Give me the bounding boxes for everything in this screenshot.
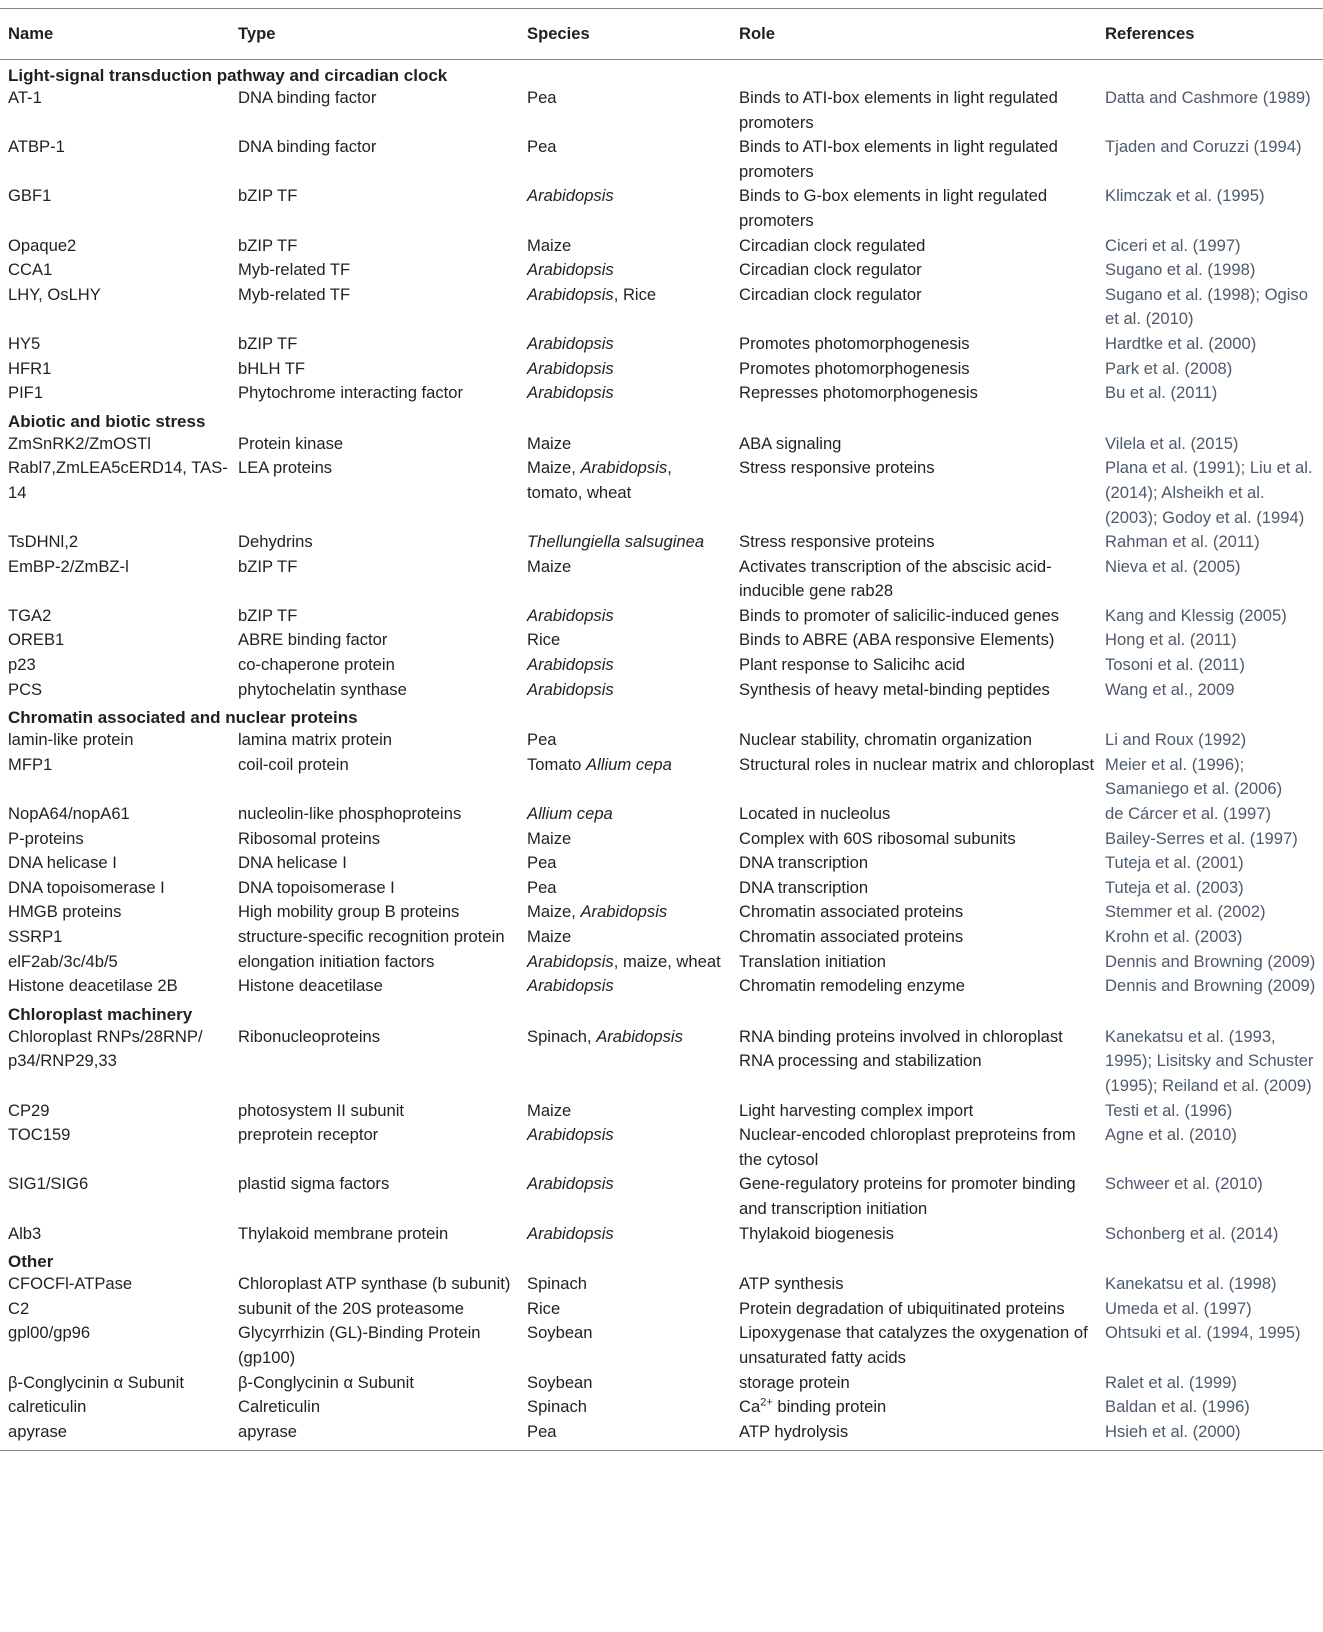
table-row bbox=[0, 1025, 1323, 1099]
cell-type: subunit of the 20S proteasome bbox=[238, 1298, 465, 1318]
table-row bbox=[0, 332, 1323, 357]
header-name: Name bbox=[8, 23, 54, 43]
species-part: Arabidopsis bbox=[596, 1026, 683, 1046]
cell-species bbox=[519, 357, 731, 382]
cell-name: p23 bbox=[8, 655, 36, 675]
cell-species bbox=[519, 925, 731, 950]
table-row bbox=[0, 1297, 1323, 1322]
cell-species bbox=[519, 900, 731, 925]
cell-type: plastid sigma factors bbox=[238, 1174, 390, 1194]
cell-name: TOC159 bbox=[8, 1125, 71, 1145]
species-part: Soybean bbox=[527, 1372, 593, 1392]
species-part: Arabidopsis bbox=[527, 260, 614, 280]
header-species: Species bbox=[527, 23, 590, 43]
cell-role: Circadian clock regulator bbox=[739, 284, 922, 304]
cell-name: elF2ab/3c/4b/5 bbox=[8, 951, 118, 971]
cell-name: SSRP1 bbox=[8, 927, 63, 946]
cell-name: MFP1 bbox=[8, 754, 53, 774]
cell-type: bZIP TF bbox=[238, 333, 298, 353]
species-part: Pea bbox=[527, 853, 557, 873]
cell-role: ATP hydrolysis bbox=[739, 1421, 849, 1441]
table-body bbox=[0, 60, 1323, 1444]
cell-reference: Tjaden and Coruzzi (1994) bbox=[1105, 137, 1302, 157]
table-row bbox=[0, 555, 1323, 604]
table-row bbox=[0, 728, 1323, 753]
cell-type: LEA proteins bbox=[238, 458, 333, 478]
cell-type: Histone deacetilase bbox=[238, 976, 383, 996]
cell-reference: Tuteja et al. (2003) bbox=[1105, 877, 1244, 897]
cell-type: Protein kinase bbox=[238, 433, 344, 453]
cell-reference: Kanekatsu et al. (1998) bbox=[1105, 1274, 1277, 1294]
cell-type: structure-specific recognition protein bbox=[238, 927, 505, 946]
species-part: Maize, bbox=[527, 458, 581, 478]
cell-reference: Schweer et al. (2010) bbox=[1105, 1174, 1263, 1194]
cell-species bbox=[519, 950, 731, 975]
cell-role: Complex with 60S ribosomal subunits bbox=[739, 828, 1016, 848]
header-role: Role bbox=[739, 23, 775, 43]
species-part: Pea bbox=[527, 88, 557, 107]
cell-reference: Li and Roux (1992) bbox=[1105, 730, 1247, 750]
cell-type: photosystem II subunit bbox=[238, 1100, 405, 1120]
table-row bbox=[0, 530, 1323, 555]
species-part: Arabidopsis bbox=[527, 358, 614, 378]
cell-type: phytochelatin synthase bbox=[238, 679, 407, 699]
cell-name: CFOCFl-ATPase bbox=[8, 1274, 133, 1294]
cell-type: preprotein receptor bbox=[238, 1125, 379, 1145]
cell-reference: Krohn et al. (2003) bbox=[1105, 927, 1243, 946]
species-part: Pea bbox=[527, 877, 557, 897]
table-row bbox=[0, 86, 1323, 135]
cell-name: lamin-like protein bbox=[8, 730, 134, 750]
cell-species bbox=[519, 283, 731, 332]
cell-reference: Wang et al., 2009 bbox=[1105, 679, 1235, 699]
table-row bbox=[0, 135, 1323, 184]
cell-species bbox=[519, 1420, 731, 1445]
cell-type: Glycyrrhizin (GL)-Binding Protein (gp100) bbox=[238, 1323, 481, 1367]
species-part: Maize bbox=[527, 927, 572, 946]
header-type: Type bbox=[238, 23, 276, 43]
species-part: , tomato, wheat bbox=[527, 458, 672, 502]
cell-reference: Hardtke et al. (2000) bbox=[1105, 333, 1257, 353]
cell-name: ATBP-1 bbox=[8, 137, 65, 157]
species-part: Allium cepa bbox=[527, 804, 613, 824]
cell-name: HMGB proteins bbox=[8, 902, 122, 922]
cell-name: ZmSnRK2/ZmOSTl bbox=[8, 433, 151, 453]
table-row bbox=[0, 1321, 1323, 1370]
cell-reference: Nieva et al. (2005) bbox=[1105, 556, 1241, 576]
cell-reference: Park et al. (2008) bbox=[1105, 358, 1233, 378]
cell-role: Lipoxygenase that catalyzes the oxygenation of unsaturated fatty acids bbox=[739, 1323, 1088, 1367]
cell-species bbox=[519, 530, 731, 555]
cell-name: β-Conglycinin α Subunit bbox=[8, 1372, 184, 1392]
cell-role: $Ca^{2+}$ binding protein bbox=[739, 1396, 887, 1417]
species-part: Maize bbox=[527, 433, 572, 453]
cell-species bbox=[519, 753, 731, 802]
cell-type: Thylakoid membrane protein bbox=[238, 1223, 449, 1243]
cell-reference: Bu et al. (2011) bbox=[1105, 383, 1218, 403]
cell-species bbox=[519, 1099, 731, 1124]
species-part: Arabidopsis bbox=[527, 186, 614, 206]
cell-species bbox=[519, 728, 731, 753]
cell-species bbox=[519, 135, 731, 184]
cell-species bbox=[519, 802, 731, 827]
cell-reference: Meier et al. (1996); Samaniego et al. (2006) bbox=[1105, 754, 1283, 799]
cell-role: Light harvesting complex import bbox=[739, 1100, 974, 1120]
cell-species bbox=[519, 184, 731, 233]
cell-reference: Hsieh et al. (2000) bbox=[1105, 1421, 1241, 1441]
cell-type: lamina matrix protein bbox=[238, 730, 393, 750]
cell-role: Located in nucleolus bbox=[739, 804, 891, 824]
cell-species bbox=[519, 678, 731, 703]
species-part: Arabidopsis bbox=[527, 333, 614, 353]
species-part: Tomato bbox=[527, 754, 587, 774]
species-part: Arabidopsis bbox=[527, 679, 614, 699]
table-row bbox=[0, 1395, 1323, 1420]
cell-reference: Dennis and Browning (2009) bbox=[1105, 976, 1316, 996]
species-part: Arabidopsis bbox=[580, 458, 668, 478]
species-part: Spinach bbox=[527, 1274, 587, 1294]
species-part: Thellungiella salsuginea bbox=[527, 532, 705, 552]
cell-role: Binds to G-box elements in light regulated promoters bbox=[739, 186, 1048, 230]
cell-role: Translation initiation bbox=[739, 951, 886, 971]
cell-name: EmBP-2/ZmBZ-l bbox=[8, 556, 129, 576]
header-references: References bbox=[1105, 23, 1195, 43]
cell-species bbox=[519, 258, 731, 283]
cell-role: Chromatin remodeling enzyme bbox=[739, 976, 965, 996]
cell-reference: Testi et al. (1996) bbox=[1105, 1100, 1233, 1120]
table-row bbox=[0, 604, 1323, 629]
table-row bbox=[0, 851, 1323, 876]
cell-reference: Baldan et al. (1996) bbox=[1105, 1397, 1250, 1417]
cell-species bbox=[519, 1025, 731, 1099]
species-part: Rice bbox=[527, 630, 561, 650]
species-part: Arabidopsis bbox=[527, 655, 614, 675]
cell-name: HY5 bbox=[8, 333, 41, 353]
cell-name: calreticulin bbox=[8, 1397, 87, 1417]
species-part: Soybean bbox=[527, 1323, 593, 1343]
cell-role: Protein degradation of ubiquitinated proteins bbox=[739, 1298, 1065, 1318]
cell-role: Activates transcription of the abscisic acid-inducible gene rab28 bbox=[739, 556, 1052, 601]
cell-role: Represses photomorphogenesis bbox=[739, 383, 978, 403]
cell-reference: Dennis and Browning (2009) bbox=[1105, 951, 1316, 971]
section-heading: Other bbox=[8, 1252, 54, 1272]
cell-role: Binds to promoter of salicilic-induced genes bbox=[739, 605, 1060, 625]
cell-name: Opaque2 bbox=[8, 235, 77, 255]
cell-species bbox=[519, 1297, 731, 1322]
table-row bbox=[0, 974, 1323, 999]
cell-species bbox=[519, 1371, 731, 1396]
cell-reference: Vilela et al. (2015) bbox=[1105, 433, 1239, 453]
cell-role: Gene-regulatory proteins for promoter binding and transcription initiation bbox=[739, 1174, 1076, 1218]
cell-species bbox=[519, 332, 731, 357]
section-heading: Light-signal transduction pathway and circadian clock bbox=[8, 66, 448, 85]
cell-species bbox=[519, 1272, 731, 1297]
cell-role: Structural roles in nuclear matrix and chloroplast bbox=[739, 754, 1095, 774]
cell-reference: Bailey-Serres et al. (1997) bbox=[1105, 828, 1298, 848]
cell-role: Chromatin associated proteins bbox=[739, 902, 964, 922]
cell-role: Plant response to Salicihc acid bbox=[739, 655, 965, 675]
cell-reference: Ralet et al. (1999) bbox=[1105, 1372, 1237, 1392]
cell-species bbox=[519, 234, 731, 259]
cell-role: Promotes photomorphogenesis bbox=[739, 333, 970, 353]
cell-reference: Kanekatsu et al. (1993, 1995); Lisitsky and Schuster (1995); Reiland et al. (2009) bbox=[1105, 1026, 1314, 1095]
table-row bbox=[0, 950, 1323, 975]
table-row bbox=[0, 925, 1323, 950]
cell-species bbox=[519, 604, 731, 629]
table-row bbox=[0, 432, 1323, 457]
cell-role: Stress responsive proteins bbox=[739, 458, 935, 478]
cell-type: coil-coil protein bbox=[238, 754, 349, 774]
cell-role: Nuclear stability, chromatin organization bbox=[739, 730, 1032, 750]
cell-name: LHY, OsLHY bbox=[8, 284, 101, 304]
species-part: Arabidopsis bbox=[527, 976, 614, 996]
cell-type: bZIP TF bbox=[238, 556, 298, 576]
cell-type: apyrase bbox=[238, 1421, 298, 1441]
species-part: Arabidopsis bbox=[527, 383, 614, 403]
cell-species bbox=[519, 456, 731, 530]
cell-role: Binds to ATI-box elements in light regulated promoters bbox=[739, 137, 1058, 181]
cell-name: C2 bbox=[8, 1298, 30, 1318]
cell-species bbox=[519, 653, 731, 678]
cell-species bbox=[519, 974, 731, 999]
cell-reference: Ohtsuki et al. (1994, 1995) bbox=[1105, 1323, 1301, 1343]
table-header-row bbox=[0, 9, 1323, 59]
cell-role: RNA binding proteins involved in chloroplast RNA processing and stabilization bbox=[739, 1026, 1063, 1071]
cell-name: CP29 bbox=[8, 1100, 50, 1120]
species-part: Maize, bbox=[527, 902, 581, 922]
cell-type: elongation initiation factors bbox=[238, 951, 435, 971]
cell-species bbox=[519, 1395, 731, 1420]
cell-name: Histone deacetilase 2B bbox=[8, 976, 178, 996]
cell-role: DNA transcription bbox=[739, 853, 869, 873]
table-row bbox=[0, 1371, 1323, 1396]
cell-type: bZIP TF bbox=[238, 605, 298, 625]
cell-reference: Schonberg et al. (2014) bbox=[1105, 1223, 1279, 1243]
cell-type: nucleolin-like phosphoproteins bbox=[238, 804, 462, 824]
cell-species bbox=[519, 1172, 731, 1221]
table-row bbox=[0, 456, 1323, 530]
cell-name: GBF1 bbox=[8, 186, 52, 206]
cell-role: Nuclear-encoded chloroplast preproteins from the cytosol bbox=[739, 1125, 1076, 1169]
cell-type: ABRE binding factor bbox=[238, 630, 388, 650]
table-row bbox=[0, 1222, 1323, 1247]
cell-role: storage protein bbox=[739, 1372, 850, 1392]
cell-type: bZIP TF bbox=[238, 186, 298, 206]
cell-species bbox=[519, 851, 731, 876]
cell-role: Circadian clock regulated bbox=[739, 235, 926, 255]
species-part: Pea bbox=[527, 137, 557, 157]
cell-role: Chromatin associated proteins bbox=[739, 927, 964, 946]
cell-species bbox=[519, 381, 731, 406]
cell-name: NopA64/nopA61 bbox=[8, 804, 130, 824]
cell-reference: Umeda et al. (1997) bbox=[1105, 1298, 1252, 1318]
cell-name: SIG1/SIG6 bbox=[8, 1174, 89, 1194]
cell-name: HFR1 bbox=[8, 358, 52, 378]
cell-type: bHLH TF bbox=[238, 358, 306, 378]
species-part: , Rice bbox=[613, 284, 657, 304]
cell-reference: Plana et al. (1991); Liu et al. (2014); Alsheikh et al. (2003); Godoy et al. (1994) bbox=[1105, 458, 1313, 527]
cell-role: Binds to ATI-box elements in light regulated promoters bbox=[739, 88, 1058, 132]
species-part: Pea bbox=[527, 730, 557, 750]
cell-name: PCS bbox=[8, 679, 43, 699]
cell-reference: Rahman et al. (2011) bbox=[1105, 532, 1260, 552]
cell-type: Calreticulin bbox=[238, 1397, 321, 1417]
section-heading: Chloroplast machinery bbox=[8, 1004, 193, 1024]
cell-type: DNA binding factor bbox=[238, 88, 377, 107]
cell-species bbox=[519, 827, 731, 852]
cell-type: DNA topoisomerase I bbox=[238, 877, 395, 897]
table-row bbox=[0, 802, 1323, 827]
cell-reference: Hong et al. (2011) bbox=[1105, 630, 1237, 650]
cell-type: DNA helicase I bbox=[238, 853, 347, 873]
species-part: Maize bbox=[527, 556, 572, 576]
cell-reference: Datta and Cashmore (1989) bbox=[1105, 88, 1311, 107]
cell-role: ABA signaling bbox=[739, 433, 842, 453]
species-part: Spinach, bbox=[527, 1026, 597, 1046]
cell-name: DNA helicase I bbox=[8, 853, 117, 873]
cell-role: ATP synthesis bbox=[739, 1274, 844, 1294]
section-heading: Chromatin associated and nuclear proteins bbox=[8, 708, 358, 728]
cell-type: High mobility group B proteins bbox=[238, 902, 460, 922]
table-row bbox=[0, 1172, 1323, 1221]
cell-name: CCA1 bbox=[8, 260, 53, 280]
cell-species bbox=[519, 628, 731, 653]
species-part: Arabidopsis bbox=[527, 284, 614, 304]
cell-reference: Tuteja et al. (2001) bbox=[1105, 853, 1244, 873]
species-part: Arabidopsis bbox=[527, 1223, 614, 1243]
cell-name: Rabl7,ZmLEA5cERD14, TAS-14 bbox=[8, 458, 228, 502]
table-row bbox=[0, 1123, 1323, 1172]
species-part: Arabidopsis bbox=[527, 1174, 614, 1194]
species-part: Rice bbox=[527, 1298, 561, 1318]
cell-reference: Agne et al. (2010) bbox=[1105, 1125, 1237, 1145]
cell-species bbox=[519, 432, 731, 457]
table-row bbox=[0, 1272, 1323, 1297]
table-row bbox=[0, 876, 1323, 901]
table-row bbox=[0, 653, 1323, 678]
cell-species bbox=[519, 1222, 731, 1247]
species-part: Maize bbox=[527, 235, 572, 255]
cell-name: DNA topoisomerase I bbox=[8, 877, 165, 897]
cell-name: apyrase bbox=[8, 1421, 68, 1441]
cell-name: P-proteins bbox=[8, 828, 84, 848]
table-row bbox=[0, 234, 1323, 259]
cell-name: TsDHNl,2 bbox=[8, 532, 79, 552]
table-row bbox=[0, 283, 1323, 332]
cell-type: DNA binding factor bbox=[238, 137, 377, 157]
cell-type: Dehydrins bbox=[238, 532, 313, 552]
section-heading: Abiotic and biotic stress bbox=[8, 411, 206, 431]
cell-role: DNA transcription bbox=[739, 877, 869, 897]
cell-name: Alb3 bbox=[8, 1223, 42, 1243]
bottom-rule bbox=[0, 1450, 1323, 1451]
table-row bbox=[0, 827, 1323, 852]
protein-table bbox=[0, 8, 1323, 1451]
cell-reference: Sugano et al. (1998); Ogiso et al. (2010) bbox=[1105, 284, 1308, 329]
cell-role: Stress responsive proteins bbox=[739, 532, 935, 552]
table-row bbox=[0, 1099, 1323, 1124]
cell-name: PIF1 bbox=[8, 383, 44, 403]
cell-type: Ribosomal proteins bbox=[238, 828, 381, 848]
cell-type: Chloroplast ATP synthase (b subunit) bbox=[238, 1274, 511, 1294]
cell-name: OREB1 bbox=[8, 630, 65, 650]
cell-type: Myb-related TF bbox=[238, 284, 351, 304]
cell-reference: Stemmer et al. (2002) bbox=[1105, 902, 1266, 922]
cell-type: Myb-related TF bbox=[238, 260, 351, 280]
cell-species bbox=[519, 876, 731, 901]
cell-type: bZIP TF bbox=[238, 235, 298, 255]
cell-name: gpl00/gp96 bbox=[8, 1323, 91, 1343]
cell-reference: Klimczak et al. (1995) bbox=[1105, 186, 1265, 206]
species-part: , maize, wheat bbox=[613, 951, 721, 971]
cell-reference: de Cárcer et al. (1997) bbox=[1105, 804, 1272, 824]
cell-reference: Ciceri et al. (1997) bbox=[1105, 235, 1241, 255]
cell-name: TGA2 bbox=[8, 605, 52, 625]
cell-role: Promotes photomorphogenesis bbox=[739, 358, 970, 378]
species-part: Maize bbox=[527, 1100, 572, 1120]
cell-reference: Tosoni et al. (2011) bbox=[1105, 655, 1245, 675]
table-row bbox=[0, 900, 1323, 925]
cell-reference: Kang and Klessig (2005) bbox=[1105, 605, 1287, 625]
table-row bbox=[0, 184, 1323, 233]
species-part: Arabidopsis bbox=[527, 951, 614, 971]
cell-type: Ribonucleoproteins bbox=[238, 1026, 381, 1046]
table-row bbox=[0, 678, 1323, 703]
species-part: Pea bbox=[527, 1421, 557, 1441]
table-row bbox=[0, 1420, 1323, 1445]
cell-type: Phytochrome interacting factor bbox=[238, 383, 464, 403]
table-row bbox=[0, 381, 1323, 406]
species-part: Maize bbox=[527, 828, 572, 848]
table-row bbox=[0, 628, 1323, 653]
species-part: Arabidopsis bbox=[580, 902, 668, 922]
table-row bbox=[0, 258, 1323, 283]
species-part: Arabidopsis bbox=[527, 1125, 614, 1145]
cell-role: Thylakoid biogenesis bbox=[739, 1223, 894, 1243]
cell-name: AT-1 bbox=[8, 88, 42, 107]
species-part: Arabidopsis bbox=[527, 605, 614, 625]
cell-role: Binds to ABRE (ABA responsive Elements) bbox=[739, 630, 1055, 650]
table-row bbox=[0, 753, 1323, 802]
cell-species bbox=[519, 555, 731, 604]
cell-type: co-chaperone protein bbox=[238, 655, 395, 675]
cell-role: Circadian clock regulator bbox=[739, 260, 922, 280]
cell-reference: Sugano et al. (1998) bbox=[1105, 260, 1256, 280]
species-part: Allium cepa bbox=[586, 754, 672, 774]
cell-species bbox=[519, 1321, 731, 1370]
cell-species bbox=[519, 86, 731, 135]
cell-type: β-Conglycinin α Subunit bbox=[238, 1372, 414, 1392]
cell-species bbox=[519, 1123, 731, 1172]
cell-name: Chloroplast RNPs/28RNP/ p34/RNP29,33 bbox=[8, 1026, 203, 1071]
cell-role: Synthesis of heavy metal-binding peptides bbox=[739, 679, 1050, 699]
table-row bbox=[0, 357, 1323, 382]
species-part: Spinach bbox=[527, 1397, 587, 1417]
